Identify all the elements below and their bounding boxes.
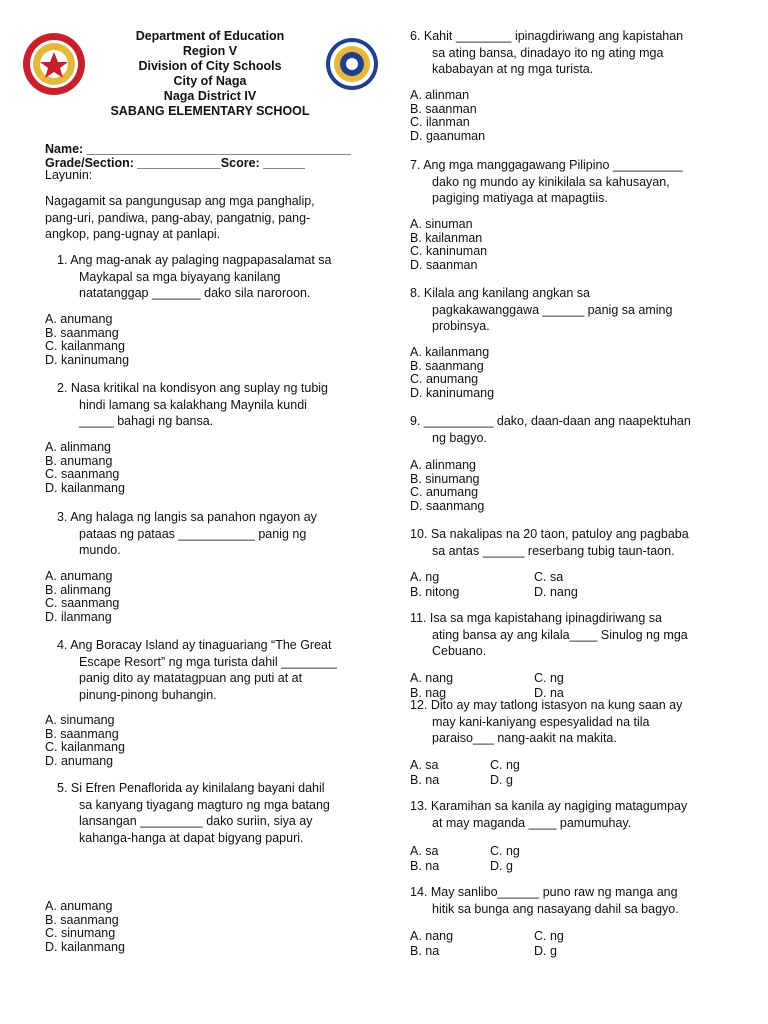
option: D. kaninumang [410, 386, 495, 401]
option: C. kailanmang [45, 740, 125, 755]
option: B. saanmang [45, 325, 119, 340]
option: C. saanmang [45, 467, 120, 482]
option: A. ng [410, 570, 440, 584]
question-text: 10. Sa nakalipas na 20 taon, patuloy ang pagbaba [410, 527, 689, 541]
option: B. nitong [410, 584, 460, 599]
option: C. kailanmang [45, 339, 125, 354]
option: D. ilanmang [45, 610, 112, 625]
question-text: kahanga-hanga at dapat bigyang papuri. [79, 830, 304, 845]
question-text: 5. Si Efren Penaflorida ay kinilalang bayani dahil [57, 781, 325, 795]
district-label: Naga District IV [163, 89, 257, 103]
option: A. nang [410, 671, 454, 685]
question-text: at may maganda ____ pamumuhay. [432, 815, 632, 830]
option: C. anumang [410, 372, 479, 387]
option: D. anumang [45, 754, 114, 769]
option: B. kailanman [410, 230, 483, 245]
question-11-options [410, 671, 610, 700]
option: C. anumang [410, 485, 479, 500]
question-13-options [410, 844, 610, 873]
question-4 [57, 637, 337, 703]
option: D. g [490, 772, 513, 787]
option: A. alinman [410, 88, 470, 102]
option: B. alinmang [45, 582, 112, 597]
option: D. gaanuman [410, 129, 486, 144]
question-text: 4. Ang Boracay Island ay tinaguariang “The Great [57, 638, 332, 652]
question-text: probinsya. [432, 319, 490, 333]
question-13 [410, 798, 687, 831]
option: B. saanmang [45, 912, 119, 927]
option: D. kailanmang [45, 481, 125, 496]
option: D. saanmang [410, 499, 485, 514]
question-10-options [410, 570, 610, 599]
question-text: 2. Nasa kritikal na kondisyon ang suplay ng tubig [57, 381, 328, 395]
option: C. ng [534, 671, 564, 685]
question-text: hitik sa bunga ang nasayang dahil sa bagyo. [432, 901, 679, 916]
option: A. nang [410, 929, 454, 943]
grade-score-field: Grade/Section: ____________Score: ______ [45, 156, 305, 170]
question-text: mundo. [79, 543, 121, 557]
option: D. saanman [410, 258, 478, 273]
option: A. anumang [45, 312, 113, 326]
option: C. sa [534, 570, 564, 584]
question-text: natatanggap _______ dako sila naroroon. [79, 286, 311, 300]
question-text: 11. Isa sa mga kapistahang ipinagdiriwang sa [410, 611, 663, 625]
question-5-options [45, 900, 125, 955]
question-text: 9. __________ dako, daan-daan ang naapektuhan [410, 414, 691, 428]
option: D. g [534, 943, 557, 958]
option: A. alinmang [45, 440, 112, 454]
question-text: 13. Karamihan sa kanila ay nagiging matagumpay [410, 799, 688, 813]
option: C. kaninuman [410, 244, 488, 259]
question-text: may kani-kaniyang espesyalidad na tila [432, 714, 650, 729]
option: D. na [534, 685, 564, 700]
question-text: paraiso___ nang-aakit na makita. [432, 731, 617, 745]
question-7 [410, 157, 682, 207]
question-text: pataas ng pataas ___________ panig ng [79, 526, 307, 541]
question-8-options [410, 346, 494, 401]
question-text: sa kanyang tiyagang magturo ng mga batang [79, 797, 330, 812]
question-text: kababayan at ng mga turista. [432, 62, 594, 76]
question-text: pagiging matiyaga at mapagtiis. [432, 191, 608, 205]
question-text: dako ng mundo ay kinikilala sa kahusayan, [432, 174, 670, 189]
question-10 [410, 526, 689, 559]
option: A. sinuman [410, 217, 473, 231]
question-text: pinung-pinong buhangin. [79, 687, 217, 702]
question-text: lansangan _________ dako suriin, siya ay [79, 814, 313, 828]
question-text: sa antas ______ reserbang tubig taun-taon. [432, 543, 675, 558]
question-4-options [45, 714, 125, 769]
deped-seal-logo [325, 37, 379, 91]
question-14 [410, 884, 679, 917]
option: C. ng [490, 844, 520, 858]
question-12 [410, 697, 682, 747]
option: B. sinumang [410, 471, 480, 486]
option: A. anumang [45, 899, 113, 913]
question-11 [410, 610, 688, 660]
option: B. anumang [45, 453, 113, 468]
option: C. sinumang [45, 926, 116, 941]
question-14-options [410, 929, 610, 958]
city-label: City of Naga [173, 74, 247, 88]
question-text: sa ating bansa, dinadayo ito ng ating mga [432, 45, 664, 60]
option: A. sa [410, 758, 439, 772]
department-label: Department of Education [135, 29, 285, 43]
option: B. na [410, 943, 440, 958]
option: B. nag [410, 685, 447, 700]
question-1-options [45, 313, 129, 368]
question-text: Escape Resort” ng mga turista dahil ________ [79, 654, 337, 669]
question-5 [57, 780, 330, 846]
school-header [90, 29, 330, 119]
question-text: Maykapal sa mga biyayang kanilang [79, 269, 281, 284]
option: C. ng [490, 758, 520, 772]
option: A. kailanmang [410, 345, 490, 359]
option: D. kaninumang [45, 353, 130, 368]
question-text: 8. Kilala ang kanilang angkan sa [410, 286, 590, 300]
division-label: Division of City Schools [138, 59, 282, 73]
option: C. ilanman [410, 115, 470, 130]
question-text: panig dito ay matatagpuan ang puti at at [79, 671, 303, 685]
question-6 [410, 28, 683, 78]
question-text: hindi lamang sa kalakhang Maynila kundi [79, 397, 307, 412]
option: C. saanmang [45, 596, 120, 611]
question-3-options [45, 570, 119, 625]
option: B. na [410, 858, 440, 873]
city-seal-logo [22, 32, 86, 96]
question-7-options [410, 218, 487, 273]
option: A. anumang [45, 569, 113, 583]
option: D. nang [534, 584, 578, 599]
instruction-line: Nagagamit sa pangungusap ang mga panghalip, [45, 194, 315, 208]
question-text: pagkakawanggawa ______ panig sa aming [432, 302, 673, 317]
question-text: _____ bahagi ng bansa. [79, 414, 214, 428]
question-text: 3. Ang halaga ng langis sa panahon ngayon ay [57, 510, 317, 524]
question-6-options [410, 89, 485, 144]
option: A. sinumang [45, 713, 115, 727]
question-text: ng bagyo. [432, 430, 487, 445]
question-1 [57, 252, 332, 302]
option: B. saanman [410, 101, 477, 116]
question-3 [57, 509, 317, 559]
instruction-line: angkop, pang-ugnay at panlapi. [45, 227, 221, 241]
option: B. na [410, 772, 440, 787]
option: C. ng [534, 929, 564, 943]
option: A. alinmang [410, 458, 477, 472]
question-2 [57, 380, 328, 430]
instructions [45, 193, 315, 243]
option: B. saanmang [45, 726, 119, 741]
question-9-options [410, 459, 484, 514]
option: D. kailanmang [45, 940, 125, 955]
school-name: SABANG ELEMENTARY SCHOOL [110, 104, 310, 118]
option: D. g [490, 858, 513, 873]
question-text: 12. Dito ay may tatlong istasyon na kung saan ay [410, 698, 683, 712]
question-text: 7. Ang mga manggagawang Pilipino __________ [410, 158, 683, 172]
question-2-options [45, 441, 125, 496]
question-8 [410, 285, 672, 335]
question-text: ating bansa ay ang kilala____ Sinulog ng mga [432, 627, 688, 642]
objective-label: Layunin: [45, 168, 93, 182]
option: A. sa [410, 844, 439, 858]
region-label: Region V [182, 44, 238, 58]
question-text: 14. May sanlibo______ puno raw ng manga ang [410, 885, 678, 899]
option: B. saanmang [410, 358, 484, 373]
instruction-line: pang-uri, pandiwa, pang-abay, pangatnig, pang- [45, 210, 311, 225]
question-12-options [410, 758, 610, 787]
question-text: 1. Ang mag-anak ay palaging nagpapasalamat sa [57, 253, 332, 267]
question-text: 6. Kahit ________ ipinagdiriwang ang kapistahan [410, 29, 684, 43]
name-field: Name: ______________________________________ [45, 142, 351, 156]
question-text: Cebuano. [432, 644, 487, 658]
question-9 [410, 413, 691, 446]
